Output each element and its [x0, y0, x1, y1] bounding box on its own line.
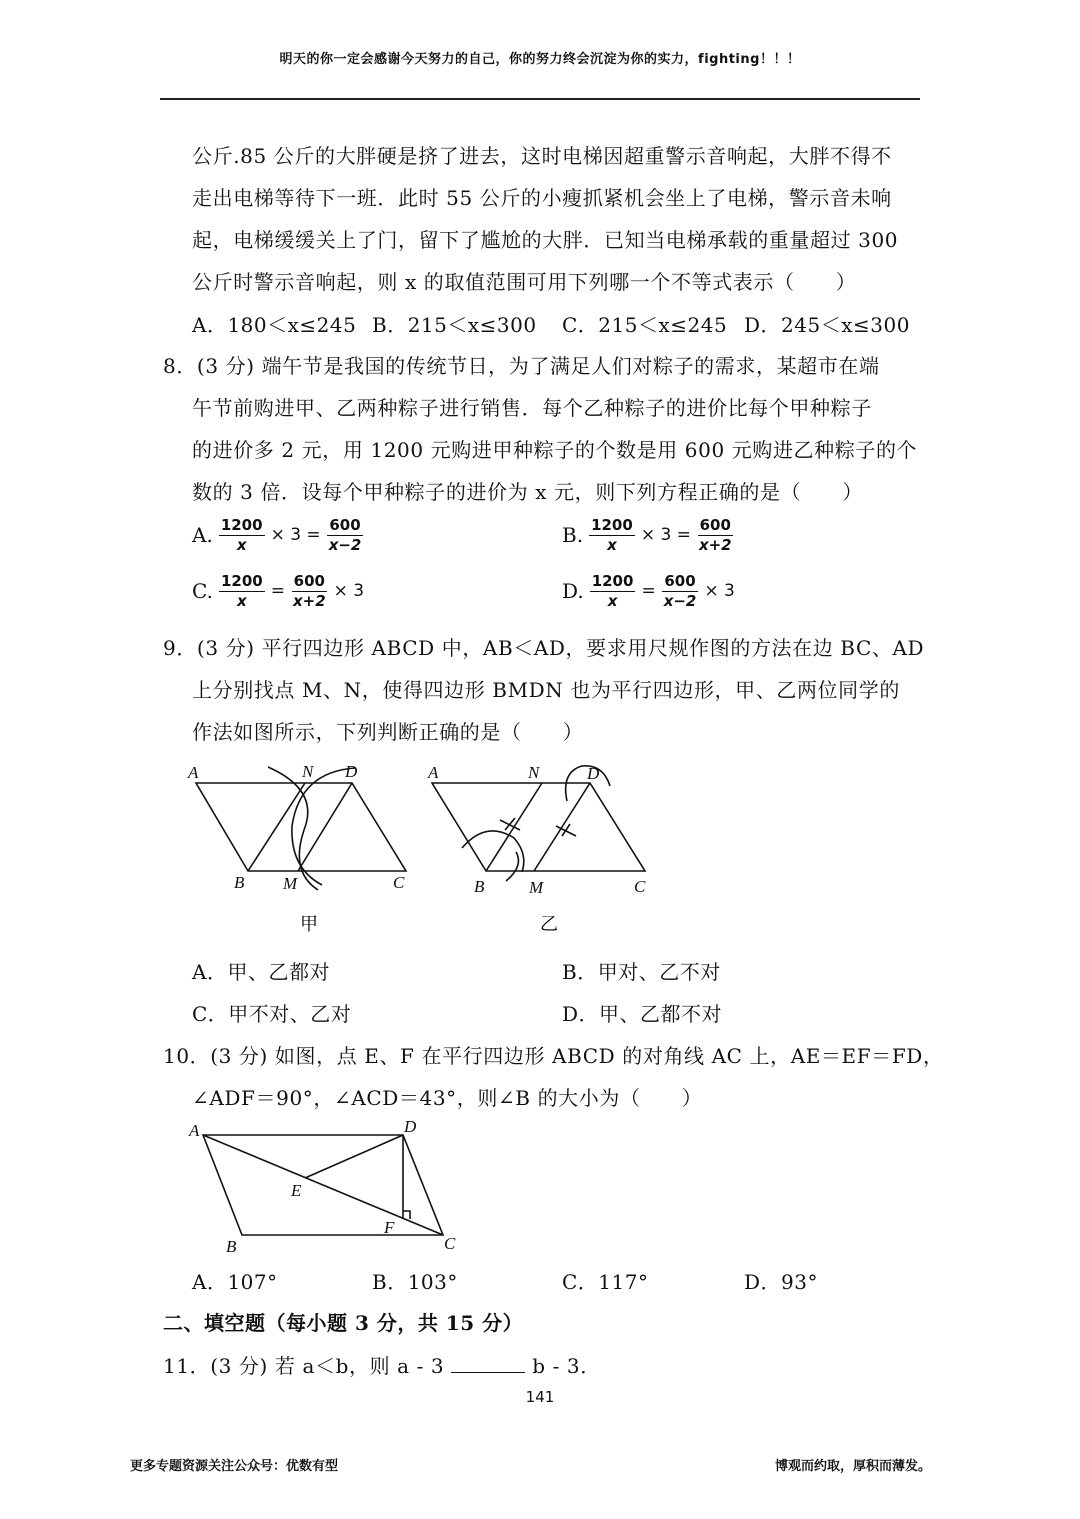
operator: × 3	[704, 581, 735, 602]
label-b: B	[474, 877, 485, 896]
numerator: 1200	[220, 516, 263, 534]
q8-line-1: 8．(3 分) 端午节是我国的传统节日，为了满足人们对粽子的需求，某超市在端	[163, 354, 880, 378]
q8-option-d-fraction-2	[662, 572, 699, 611]
numerator: 600	[329, 516, 361, 534]
footer-right: 博观而约取，厚积而薄发。	[775, 1459, 932, 1474]
q8-option-b	[562, 516, 740, 555]
q8-option-a	[192, 516, 369, 555]
operator: × 3 =	[270, 525, 321, 546]
segment-dm	[534, 783, 590, 871]
q7-option-a: A．180＜x≤245	[192, 313, 357, 337]
numerator: 600	[293, 572, 325, 590]
q7-option-b: B．215＜x≤300	[372, 313, 537, 337]
q9-option-c: C．甲不对、乙对	[192, 1002, 352, 1026]
q11-suffix: b - 3．	[532, 1354, 601, 1378]
q9-figure-jia	[180, 755, 420, 945]
q7-line-3: 起，电梯缓缓关上了门，留下了尴尬的大胖．已知当电梯承载的重量超过 300	[192, 228, 899, 252]
numerator: 1200	[220, 572, 263, 590]
q9-line-3: 作法如图所示，下列判断正确的是（ ）	[192, 720, 584, 744]
caption-yi: 乙	[540, 914, 558, 935]
q8-option-b-fraction-2	[697, 516, 734, 555]
denominator: x−2	[328, 535, 362, 554]
operator: × 3 =	[640, 525, 691, 546]
q10-option-d: D．93°	[744, 1270, 818, 1294]
label-c: C	[444, 1234, 456, 1253]
segment-ed	[305, 1135, 403, 1178]
label-n: N	[302, 762, 314, 781]
denominator: x−2	[663, 591, 697, 610]
label-d: D	[345, 762, 358, 781]
cross-mark-1	[500, 818, 520, 830]
q9-option-d: D．甲、乙都不对	[562, 1002, 723, 1026]
q9-option-b: B．甲对、乙不对	[562, 960, 721, 984]
q8-option-c-fraction-2	[291, 572, 328, 611]
q8-option-b-fraction-1	[589, 516, 635, 555]
q10-option-c: C．117°	[562, 1270, 649, 1294]
q9-line-1: 9．(3 分) 平行四边形 ABCD 中，AB＜AD，要求用尺规作图的方法在边 BC、AD	[163, 636, 925, 660]
numerator: 1200	[591, 572, 634, 590]
numerator: 600	[699, 516, 731, 534]
label-a: A	[428, 763, 439, 782]
denominator: x+2	[698, 535, 732, 554]
q8-option-a-fraction-1	[219, 516, 265, 555]
parallelogram-abcd	[196, 783, 406, 871]
q7-line-1: 公斤.85 公斤的大胖硬是挤了进去，这时电梯因超重警示音响起，大胖不得不	[192, 144, 892, 168]
q8-option-d	[562, 572, 735, 611]
q10-line-2: ∠ADF＝90°，∠ACD＝43°，则∠B 的大小为（ ）	[192, 1086, 703, 1110]
operator: =	[641, 581, 656, 602]
arc-b	[462, 831, 524, 872]
q8-line-3: 的进价多 2 元，用 1200 元购进甲种粽子的个数是用 600 元购进乙种粽子的个	[192, 438, 918, 462]
label-c: C	[393, 873, 405, 892]
label-b: B	[234, 873, 245, 892]
q7-option-d: D．245＜x≤300	[744, 313, 910, 337]
q9-option-a: A．甲、乙都对	[192, 960, 330, 984]
label-m: M	[529, 878, 544, 897]
q8-option-a-fraction-2	[327, 516, 364, 555]
label-d: D	[587, 764, 600, 783]
right-angle-mark	[403, 1211, 410, 1219]
label-c: C	[634, 877, 646, 896]
header-rule	[160, 98, 920, 100]
arc-2	[292, 768, 355, 885]
operator: × 3	[333, 581, 365, 602]
q10-option-a: A．107°	[192, 1270, 278, 1294]
denominator: x+2	[292, 591, 326, 610]
numerator: 1200	[591, 516, 633, 534]
label-d: D	[404, 1117, 417, 1136]
label-m: M	[283, 874, 298, 893]
header-motto: 明天的你一定会感谢今天努力的自己，你的努力终会沉淀为你的实力，fighting！！！	[279, 52, 801, 67]
denominator: x	[607, 591, 618, 610]
q7-line-2: 走出电梯等待下一班．此时 55 公斤的小瘦抓紧机会坐上了电梯，警示音未响	[192, 186, 892, 210]
q8-line-4: 数的 3 倍．设每个甲种粽子的进价为 x 元，则下列方程正确的是（ ）	[192, 480, 864, 504]
diagonal-ac	[203, 1135, 443, 1235]
denominator: x	[607, 535, 617, 554]
label-e: E	[291, 1181, 302, 1200]
footer-left: 更多专题资源关注公众号：优数有型	[130, 1459, 339, 1474]
section-title: 二、填空题（每小题 3 分，共 15 分）	[163, 1311, 524, 1335]
q8-option-c	[192, 572, 364, 611]
label-n: N	[528, 763, 540, 782]
q11	[163, 1350, 601, 1379]
numerator: 600	[664, 572, 696, 590]
label-b: B	[226, 1237, 237, 1256]
label-f: F	[384, 1218, 395, 1237]
q8-line-2: 午节前购进甲、乙两种粽子进行销售．每个乙种粽子的进价比每个甲种粽子	[192, 396, 872, 420]
q8-option-d-fraction-1	[590, 572, 636, 611]
page-number: 141	[525, 1388, 555, 1406]
q11-prefix: 11．(3 分) 若 a＜b，则 a - 3	[163, 1354, 445, 1378]
q10-figure	[180, 1110, 470, 1260]
q9-figure-yi	[420, 755, 660, 945]
caption-jia: 甲	[300, 914, 318, 935]
parallelogram-abcd	[432, 783, 645, 871]
q7-line-4: 公斤时警示音响起，则 x 的取值范围可用下列哪一个不等式表示（ ）	[192, 270, 857, 294]
operator: =	[270, 581, 285, 602]
q9-line-2: 上分别找点 M、N，使得四边形 BMDN 也为平行四边形，甲、乙两位同学的	[192, 678, 900, 702]
q8-option-d-letter: D.	[562, 579, 584, 604]
q8-option-c-fraction-1	[219, 572, 265, 611]
label-a: A	[188, 763, 199, 782]
cross-mark-2	[556, 824, 576, 836]
q11-answer-blank[interactable]	[451, 1354, 525, 1373]
denominator: x	[236, 591, 247, 610]
q10-line-1: 10．(3 分) 如图，点 E、F 在平行四边形 ABCD 的对角线 AC 上，AE＝EF＝FD，	[163, 1044, 944, 1068]
q10-option-b: B．103°	[372, 1270, 458, 1294]
label-a: A	[189, 1121, 200, 1140]
q8-option-a-letter: A.	[192, 523, 213, 548]
q8-option-b-letter: B.	[562, 523, 584, 548]
segment-dm	[298, 783, 352, 871]
denominator: x	[236, 535, 247, 554]
q8-option-c-letter: C.	[192, 579, 213, 604]
arc-b-small	[506, 852, 518, 881]
q7-option-c: C．215＜x≤245	[562, 313, 728, 337]
